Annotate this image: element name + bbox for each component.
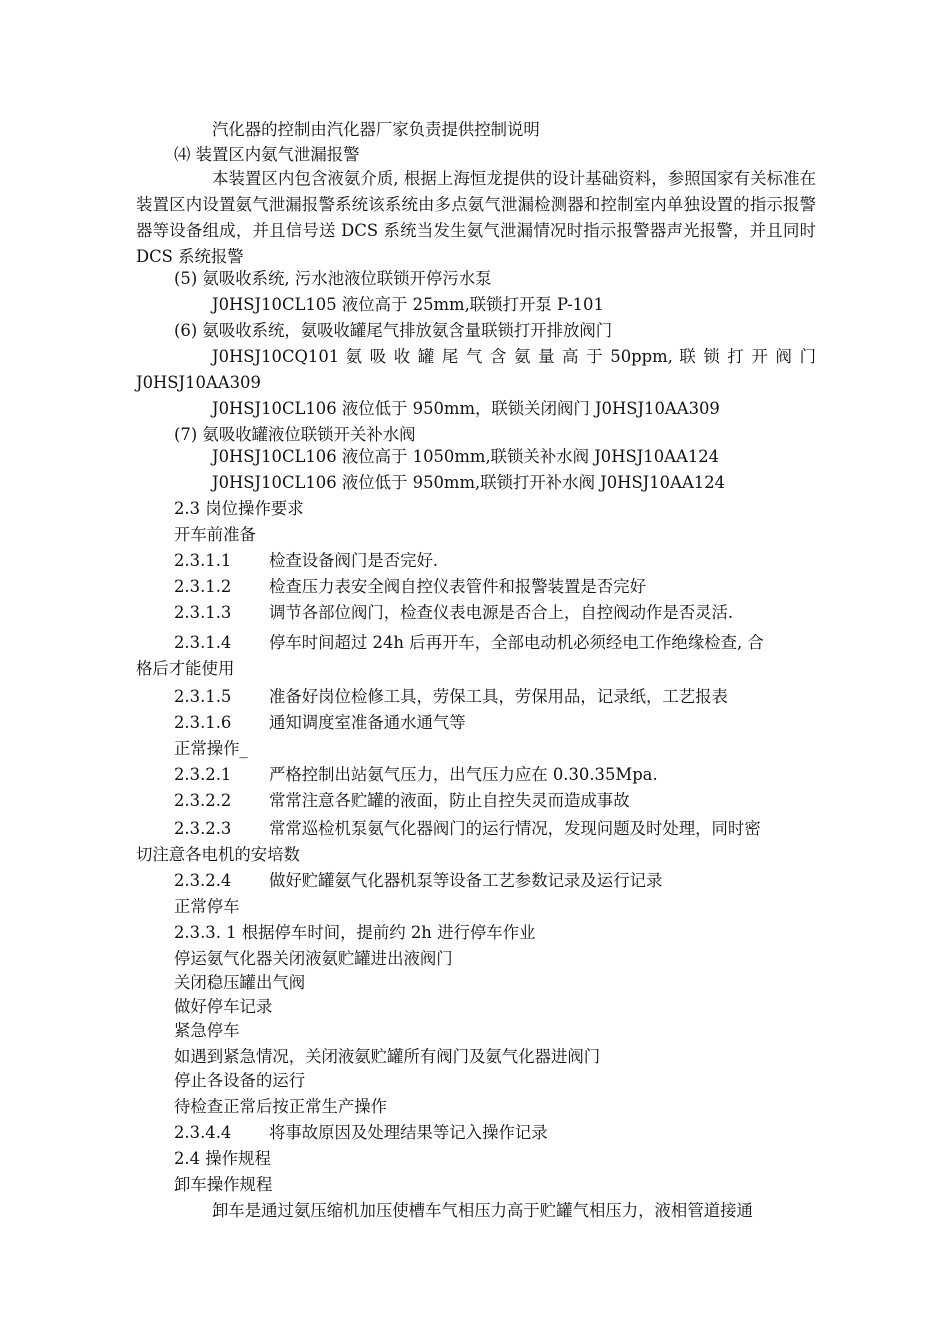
item-heading: ⑷ 装置区内氨气泄漏报警 — [174, 145, 360, 164]
item-number: 2.3.4.4 — [174, 1123, 232, 1142]
text-line: J0HSJ10CL106 液位低于 950mm，联锁关闭阀门 J0HSJ10AA309 — [212, 399, 720, 418]
text-line: 汽化器的控制由汽化器厂家负责提供控制说明 — [212, 120, 540, 139]
numbered-item — [174, 790, 630, 812]
text-line: 做好停车记录 — [174, 997, 273, 1016]
item-text: 检查压力表安全阀自控仪表管件和报警装置是否完好 — [269, 577, 646, 596]
subsection-heading: 卸车操作规程 — [174, 1175, 273, 1194]
numbered-item — [174, 870, 662, 892]
text-line: J0HSJ10AA309 — [136, 373, 261, 392]
numbered-item — [174, 632, 764, 654]
numbered-item — [174, 764, 658, 786]
item-text: 严格控制出站氨气压力，出气压力应在 0.30.35Mpa. — [269, 765, 658, 784]
item-number: 2.3.1.5 — [174, 687, 232, 706]
item-number: 2.3.1.4 — [174, 633, 232, 652]
text-line: 停运氨气化器关闭液氨贮罐进出液阀门 — [174, 949, 453, 968]
item-text: 常常巡检机泵氨气化器阀门的运行情况，发现问题及时处理，同时密 — [269, 819, 761, 838]
item-number: 2.3.2.4 — [174, 871, 232, 890]
numbered-item — [174, 576, 646, 598]
numbered-item — [174, 818, 761, 840]
item-number: 2.3.2.3 — [174, 819, 232, 838]
item-text: 准备好岗位检修工具，劳保工具，劳保用品，记录纸，工艺报表 — [269, 687, 728, 706]
numbered-item — [174, 686, 728, 708]
numbered-item — [174, 1122, 548, 1144]
section-heading: 2.3 岗位操作要求 — [174, 499, 304, 518]
text-line: 如遇到紧急情况，关闭液氨贮罐所有阀门及氨气化器进阀门 — [174, 1047, 601, 1066]
section-heading: 2.4 操作规程 — [174, 1149, 271, 1168]
text-line: J0HSJ10CQ101 氨 吸 收 罐 尾 气 含 氨 量 高 于 50ppm, 联 锁 打 开 阀 门 — [212, 347, 816, 366]
item-text: 做好贮罐氨气化器机泵等设备工艺参数记录及运行记录 — [269, 871, 663, 890]
text-line: J0HSJ10CL106 液位高于 1050mm,联锁关补水阀 J0HSJ10AA124 — [212, 447, 720, 466]
numbered-item — [174, 602, 733, 624]
text-line: 格后才能使用 — [136, 659, 235, 678]
item-number: 2.3.1.6 — [174, 713, 232, 732]
text-line: J0HSJ10CL106 液位低于 950mm,联锁打开补水阀 J0HSJ10AA124 — [212, 473, 726, 492]
text-line: 卸车是通过氨压缩机加压使槽车气相压力高于贮罐气相压力，液相管道接通 — [212, 1201, 753, 1220]
subsection-heading: 正常停车 — [174, 897, 240, 916]
text-line: 关闭稳压罐出气阀 — [174, 973, 306, 992]
subsection-heading: 正常操作_ — [174, 739, 248, 758]
item-number: 2.3.2.1 — [174, 765, 232, 784]
paragraph-text: 本装置区内包含液氨介质, 根据上海恒龙提供的设计基础资料，参照国家有关标准在装置区内设置氨气泄漏报警系统该系统由多点氨气泄漏检测器和控制室内单独设置的指示报警器等设备组成，并且信号送 DCS 系统当发生氨气泄漏情况时指示报警器声光报警，并且同时 DCS 系统报警 — [136, 169, 816, 266]
item-number: 2.3.2.2 — [174, 791, 232, 810]
item-heading: (5) 氨吸收系统, 污水池液位联锁开停污水泵 — [174, 269, 492, 288]
item-number: 2.3.1.3 — [174, 603, 232, 622]
item-text: 将事故原因及处理结果等记入操作记录 — [269, 1123, 548, 1142]
text-line: 停止各设备的运行 — [174, 1071, 306, 1090]
item-heading: (7) 氨吸收罐液位联锁开关补水阀 — [174, 425, 416, 444]
text-line: 切注意各电机的安培数 — [136, 845, 300, 864]
item-number: 2.3.1.1 — [174, 551, 232, 570]
text-line: 待检查正常后按正常生产操作 — [174, 1097, 388, 1116]
item-number: 2.3.1.2 — [174, 577, 232, 596]
numbered-item — [174, 550, 438, 572]
text-line: J0HSJ10CL105 液位高于 25mm,联锁打开泵 P-101 — [212, 295, 604, 314]
text-line: 2.3.3. 1 根据停车时间，提前约 2h 进行停车作业 — [174, 923, 536, 942]
subsection-heading: 紧急停车 — [174, 1021, 240, 1040]
item-text: 常常注意各贮罐的液面，防止自控失灵而造成事故 — [269, 791, 630, 810]
item-text: 停车时间超过 24h 后再开车，全部电动机必须经电工作绝缘检查, 合 — [269, 633, 764, 652]
item-heading: (6) 氨吸收系统，氨吸收罐尾气排放氨含量联锁打开排放阀门 — [174, 321, 613, 340]
numbered-item — [174, 712, 466, 734]
item-text: 通知调度室准备通水通气等 — [269, 713, 466, 732]
item-text: 检查设备阀门是否完好. — [269, 551, 439, 570]
item-text: 调节各部位阀门，检查仪表电源是否合上，自控阀动作是否灵活. — [269, 603, 734, 622]
subsection-heading: 开车前准备 — [174, 525, 256, 544]
paragraph — [136, 166, 816, 270]
